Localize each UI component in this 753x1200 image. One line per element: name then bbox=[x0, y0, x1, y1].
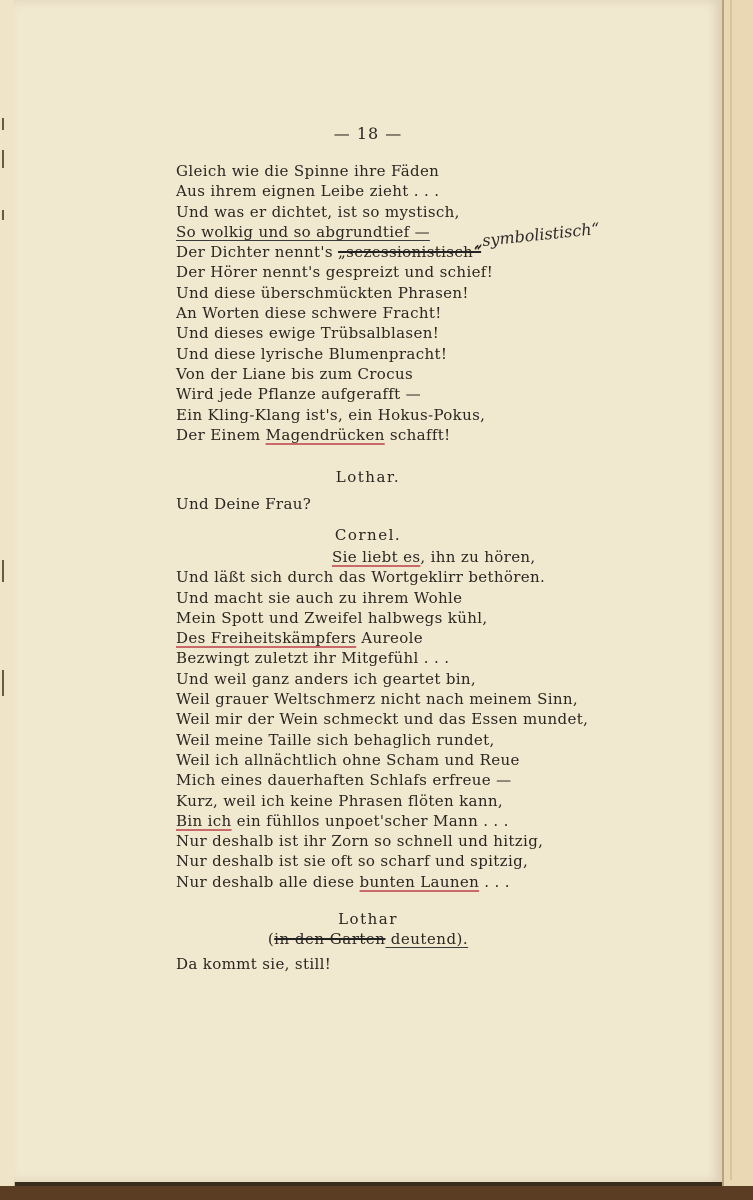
left-page-edge bbox=[0, 0, 15, 1200]
page-number: — 18 — bbox=[333, 124, 403, 143]
verse-line: Und diese lyrische Blumenpracht! bbox=[176, 344, 448, 363]
verse-line: Weil ich allnächtlich ohne Scham und Reue bbox=[176, 750, 520, 769]
underlined-phrase: deutend). bbox=[385, 930, 469, 948]
red-underlined-phrase: Bin ich bbox=[176, 811, 232, 830]
stanza-2 bbox=[176, 547, 588, 892]
struck-phrase: in den Garten bbox=[274, 930, 386, 948]
speaker-name: Lothar bbox=[338, 910, 398, 928]
struck-word: „sezessionistisch“ bbox=[338, 243, 482, 262]
red-underlined-phrase: Des Freiheitskämpfers bbox=[176, 629, 357, 648]
red-underlined-word: Magendrücken bbox=[265, 425, 385, 444]
dialogue-line: Da kommt sie, still! bbox=[176, 955, 332, 973]
verse-line: Weil mir der Wein schmeckt und das Essen mundet, bbox=[176, 710, 589, 729]
verse-line: Sie liebt es, ihn zu hören, bbox=[332, 548, 536, 566]
verse-line: Nur deshalb alle diese bunten Launen . . . bbox=[176, 872, 510, 891]
verse-line: Weil meine Taille sich behaglich rundet, bbox=[176, 730, 495, 749]
verse-line: Und diese überschmückten Phrasen! bbox=[176, 283, 469, 302]
book-page bbox=[14, 0, 722, 1182]
verse-line: Kurz, weil ich keine Phrasen flöten kann, bbox=[176, 791, 503, 810]
stanza-1 bbox=[176, 161, 493, 445]
verse-line: Der Einem Magendrücken schafft! bbox=[176, 425, 451, 444]
verse-line: Gleich wie die Spinne ihre Fäden bbox=[176, 162, 440, 180]
verse-line: Und macht sie auch zu ihrem Wohle bbox=[176, 588, 463, 607]
verse-line: Und läßt sich durch das Wortgeklirr bethören. bbox=[176, 568, 546, 587]
dialogue-line: Und Deine Frau? bbox=[176, 495, 312, 513]
stage-direction: (in den Garten deutend). bbox=[267, 930, 469, 948]
verse-line: An Worten diese schwere Fracht! bbox=[176, 304, 442, 323]
verse-line: Der Dichter nennt's „sezessionistisch“ bbox=[176, 243, 482, 262]
verse-line bbox=[176, 222, 493, 242]
verse-line: Der Hörer nennt's gespreizt und schief! bbox=[176, 263, 494, 282]
verse-line: Bezwingt zuletzt ihr Mitgefühl . . . bbox=[176, 649, 450, 668]
binding-band bbox=[0, 1186, 753, 1200]
verse-line: Des Freiheitskämpfers Aureole bbox=[176, 629, 424, 648]
right-page-edge bbox=[722, 0, 753, 1188]
speaker-name: Lothar. bbox=[335, 468, 401, 486]
verse-line: Nur deshalb ist sie oft so scharf und spitzig, bbox=[176, 852, 529, 871]
verse-line: Bin ich ein fühllos unpoet'scher Mann . . . bbox=[176, 811, 509, 830]
verse-line: Mein Spott und Zweifel halbwegs kühl, bbox=[176, 608, 488, 627]
verse-line: Mich eines dauerhaften Schlafs erfreue — bbox=[176, 771, 512, 790]
verse-line: Aus ihrem eignen Leibe zieht . . . bbox=[176, 182, 440, 201]
handwritten-annotation: „symbolistisch“ bbox=[473, 218, 601, 251]
verse-line: Ein Kling-Klang ist's, ein Hokus-Pokus, bbox=[176, 405, 486, 424]
verse-line: Und was er dichtet, ist so mystisch, bbox=[176, 202, 460, 221]
verse-line: Weil grauer Weltschmerz nicht nach meinem Sinn, bbox=[176, 690, 579, 709]
red-underlined-phrase: bunten Launen bbox=[359, 872, 480, 891]
underlined-phrase: So wolkig und so abgrundtief — bbox=[176, 222, 430, 241]
verse-line: Und dieses ewige Trübsalblasen! bbox=[176, 324, 440, 343]
speaker-name: Cornel. bbox=[334, 526, 402, 544]
verse-line: Wird jede Pflanze aufgerafft — bbox=[176, 385, 422, 404]
red-underlined-phrase: Sie liebt es bbox=[332, 548, 421, 566]
verse-line: Nur deshalb ist ihr Zorn so schnell und hitzig, bbox=[176, 832, 544, 851]
verse-line: Und weil ganz anders ich geartet bin, bbox=[176, 669, 477, 688]
verse-line: Von der Liane bis zum Crocus bbox=[176, 364, 413, 383]
